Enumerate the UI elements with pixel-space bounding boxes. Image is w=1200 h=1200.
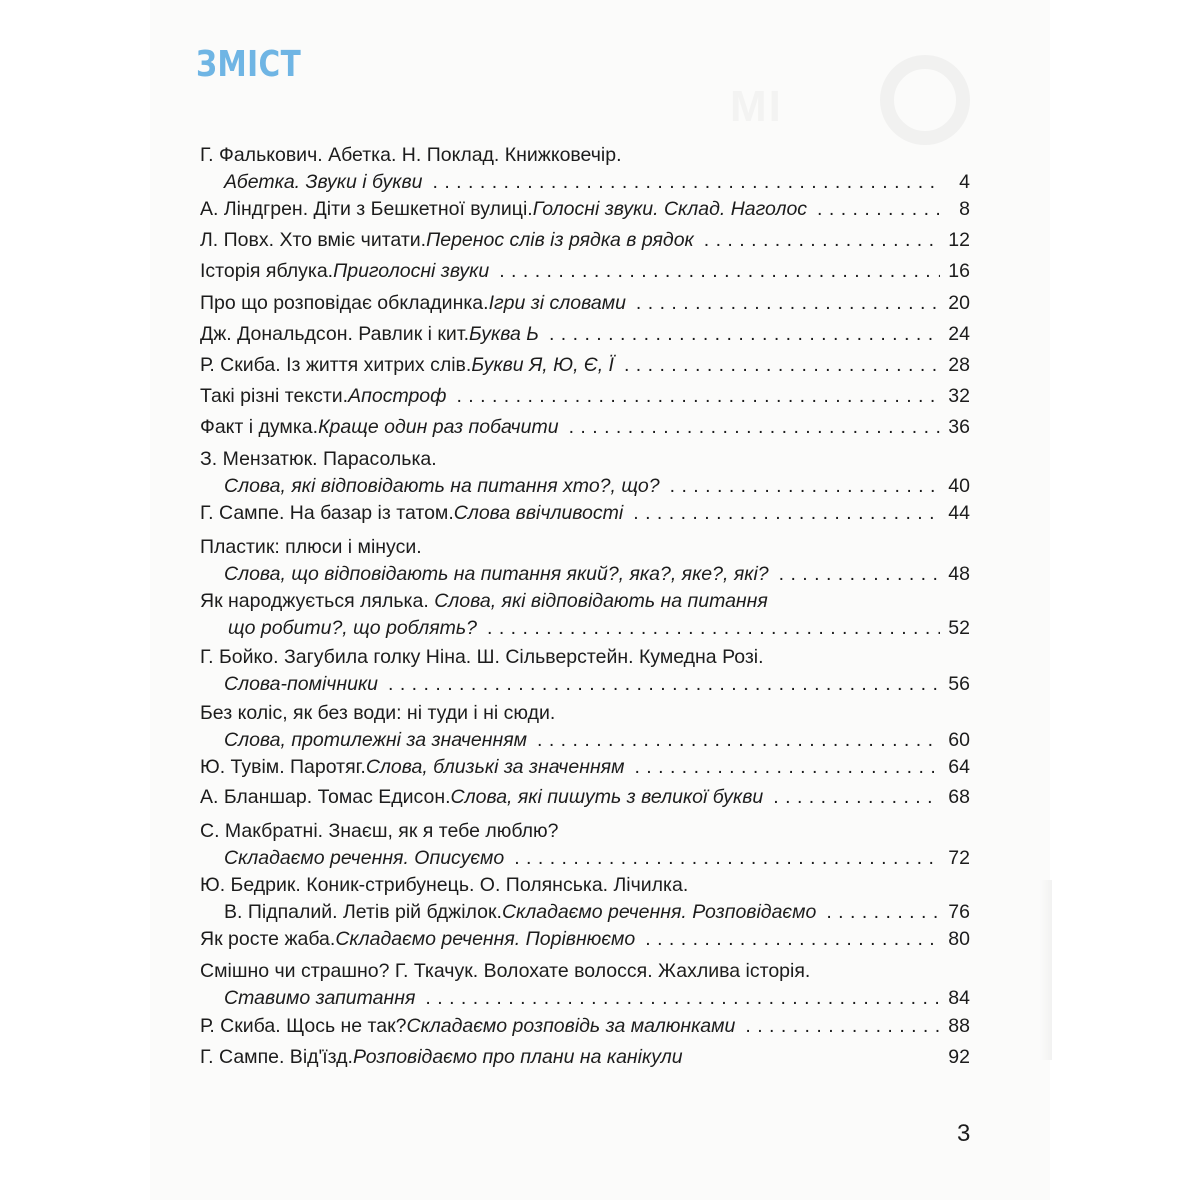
toc-entry <box>200 1013 970 1040</box>
toc-entry <box>200 142 970 196</box>
toc-entry <box>200 700 970 754</box>
toc-page-number: 44 <box>948 502 970 524</box>
toc-entry-topic: Слова, протилежні за значенням <box>224 729 528 751</box>
toc-entry <box>200 290 970 317</box>
toc-entry-text: Такі різні тексти. <box>200 385 349 407</box>
toc-leader-dots <box>826 899 940 926</box>
toc-entry <box>200 227 970 254</box>
toc-entry-text: Як росте жаба. <box>200 928 336 950</box>
toc-leader-dots <box>537 727 940 754</box>
toc-page-number: 64 <box>948 756 970 778</box>
toc-page-number: 48 <box>948 563 970 585</box>
toc-entry-topic: Складаємо речення. Описуємо <box>224 847 505 869</box>
toc-entry <box>200 534 970 588</box>
toc-entry-topic: Слова, що відповідають на питання який?, яка?, яке?, які? <box>224 563 769 585</box>
toc-page-number: 68 <box>948 786 970 808</box>
toc-page-number: 8 <box>959 198 970 220</box>
toc-page-number: 36 <box>948 416 970 438</box>
toc-entry-topic: Слова, які відповідають на питання <box>434 590 768 612</box>
toc-entry-topic: Буква Ь <box>469 323 539 345</box>
toc-entry-topic: Слова, які пишуть з великої букви <box>450 786 764 808</box>
toc-entry <box>200 352 970 379</box>
toc-page-number: 12 <box>948 229 970 251</box>
toc-page-number: 32 <box>948 385 970 407</box>
toc-entry <box>200 446 970 500</box>
toc-entry-line1: З. Мензатюк. Парасолька. <box>200 448 437 470</box>
toc-entry-text: Дж. Дональдсон. Равлик і кит. <box>200 323 470 345</box>
toc-leader-dots <box>636 290 940 317</box>
toc-entry-text: Р. Скиба. Щось не так? <box>200 1015 407 1037</box>
toc-entry-topic: Абетка. Звуки і букви <box>224 171 423 193</box>
toc-entry-line1: Г. Фалькович. Абетка. Н. Поклад. Книжковечір. <box>200 144 622 166</box>
toc-leader-dots <box>499 258 940 285</box>
toc-entry-text: Факт і думка. <box>200 416 319 438</box>
toc-entry-text: Л. Повх. Хто вміє читати. <box>200 229 427 251</box>
toc-leader-dots <box>456 383 940 410</box>
toc-entry-topic: що робити?, що роблять? <box>228 617 477 639</box>
toc-entry-topic: Краще один раз побачити <box>318 416 559 438</box>
toc-entry <box>200 414 970 441</box>
toc-entry-topic: Слова, які відповідають на питання хто?, що? <box>224 475 660 497</box>
toc-entry <box>200 872 970 926</box>
toc-page-number: 4 <box>959 171 970 193</box>
bleed-through-text: МІ <box>730 82 783 131</box>
toc-entry-text: А. Ліндгрен. Діти з Бешкетної вулиці. <box>200 198 533 220</box>
toc-leader-dots <box>779 561 940 588</box>
toc-leader-dots <box>569 414 940 441</box>
toc-leader-dots <box>487 615 940 642</box>
toc-entry <box>200 818 970 872</box>
toc-leader-dots <box>514 845 940 872</box>
toc-entry <box>200 784 970 811</box>
toc-leader-dots <box>634 754 940 781</box>
toc-entry <box>200 321 970 348</box>
toc-entry-topic: Слова, близькі за значенням <box>365 756 625 778</box>
toc-entry-topic: Розповідаємо про плани на канікули <box>352 1046 683 1068</box>
toc-entry-topic: Слова-помічники <box>224 673 379 695</box>
toc-page-number: 24 <box>948 323 970 345</box>
toc-entry-text: Історія яблука. <box>200 260 334 282</box>
toc-entry <box>200 383 970 410</box>
toc-entry <box>200 644 970 698</box>
toc-entry-text: Як народжується лялька. <box>200 590 435 612</box>
toc-entry <box>200 1044 970 1071</box>
toc-page-number: 28 <box>948 354 970 376</box>
toc-entry-line1: Без коліс, як без води: ні туди і ні сюди. <box>200 702 556 724</box>
toc-entry <box>200 258 970 285</box>
toc-leader-dots <box>388 671 940 698</box>
toc-entry-text: Ю. Тувім. Паротяг. <box>200 756 366 778</box>
toc-leader-dots <box>745 1013 940 1040</box>
toc-leader-dots <box>645 926 940 953</box>
page-number: 3 <box>957 1120 971 1147</box>
toc-page-number: 60 <box>948 729 970 751</box>
toc-page-number: 56 <box>948 673 970 695</box>
toc-entry-text: А. Бланшар. Томас Едисон. <box>200 786 451 808</box>
toc-entry-topic: Голосні звуки. Склад. Наголос <box>532 198 808 220</box>
toc-entry-text: Про що розповідає обкладинка. <box>200 292 489 314</box>
toc-leader-dots <box>633 500 940 527</box>
toc-entry-text: Г. Сампе. На базар із татом. <box>200 502 454 524</box>
toc-page-number: 84 <box>948 987 970 1009</box>
toc-entry-topic: Слова ввічливості <box>453 502 624 524</box>
toc-entry-text: Г. Сампе. Від'їзд. <box>200 1046 353 1068</box>
toc-entry <box>200 754 970 781</box>
toc-page-number: 80 <box>948 928 970 950</box>
toc-entry <box>200 500 970 527</box>
toc-entry-text: В. Підпалий. Летів рій бджілок. <box>224 901 502 923</box>
toc-entry-topic: Перенос слів із рядка в рядок <box>426 229 694 251</box>
toc-page-number: 88 <box>948 1015 970 1037</box>
toc-entry-topic: Букви Я, Ю, Є, Ї <box>471 354 614 376</box>
toc-entry-line1: С. Макбратні. Знаєш, як я тебе люблю? <box>200 820 559 842</box>
toc-page-number: 16 <box>948 260 970 282</box>
toc-leader-dots <box>433 169 940 196</box>
toc-entry-line1: Ю. Бедрик. Коник-стрибунець. О. Полянська. Лічилка. <box>200 874 689 896</box>
toc-page-number: 40 <box>948 475 970 497</box>
toc-entry-topic: Ігри зі словами <box>488 292 626 314</box>
toc-entry-line1: Пластик: плюси і мінуси. <box>200 536 422 558</box>
toc-page-number: 92 <box>948 1046 970 1068</box>
toc-entry <box>200 926 970 953</box>
toc-entry <box>200 958 970 1012</box>
toc-entry-topic: Складаємо розповідь за малюнками <box>406 1015 736 1037</box>
toc-leader-dots <box>670 473 940 500</box>
toc-page-number: 20 <box>948 292 970 314</box>
toc-page-number: 76 <box>948 901 970 923</box>
toc-entry <box>200 196 970 223</box>
table-of-contents <box>200 0 970 1200</box>
toc-entry-topic: Ставимо запитання <box>224 987 416 1009</box>
toc-leader-dots <box>704 227 940 254</box>
toc-page-number: 72 <box>948 847 970 869</box>
toc-entry-topic: Складаємо речення. Розповідаємо <box>501 901 817 923</box>
page-edge-shade <box>1040 880 1052 1060</box>
toc-leader-dots <box>549 321 940 348</box>
toc-entry-text: Р. Скиба. Із життя хитрих слів. <box>200 354 472 376</box>
toc-entry-topic: Апостроф <box>348 385 447 407</box>
toc-entry-topic: Складаємо речення. Порівнюємо <box>335 928 636 950</box>
toc-entry-line1: Смішно чи страшно? Г. Ткачук. Волохате волосся. Жахлива історія. <box>200 960 811 982</box>
page-title: ЗМІСТ <box>196 44 302 85</box>
toc-entry-line1: Г. Бойко. Загубила голку Ніна. Ш. Сільверстейн. Кумедна Розі. <box>200 646 764 668</box>
toc-leader-dots <box>817 196 940 223</box>
toc-entry-topic: Приголосні звуки <box>333 260 490 282</box>
toc-leader-dots <box>773 784 940 811</box>
toc-entry <box>200 588 970 642</box>
toc-leader-dots <box>624 352 940 379</box>
toc-page-number: 52 <box>948 617 970 639</box>
toc-leader-dots <box>425 985 940 1012</box>
